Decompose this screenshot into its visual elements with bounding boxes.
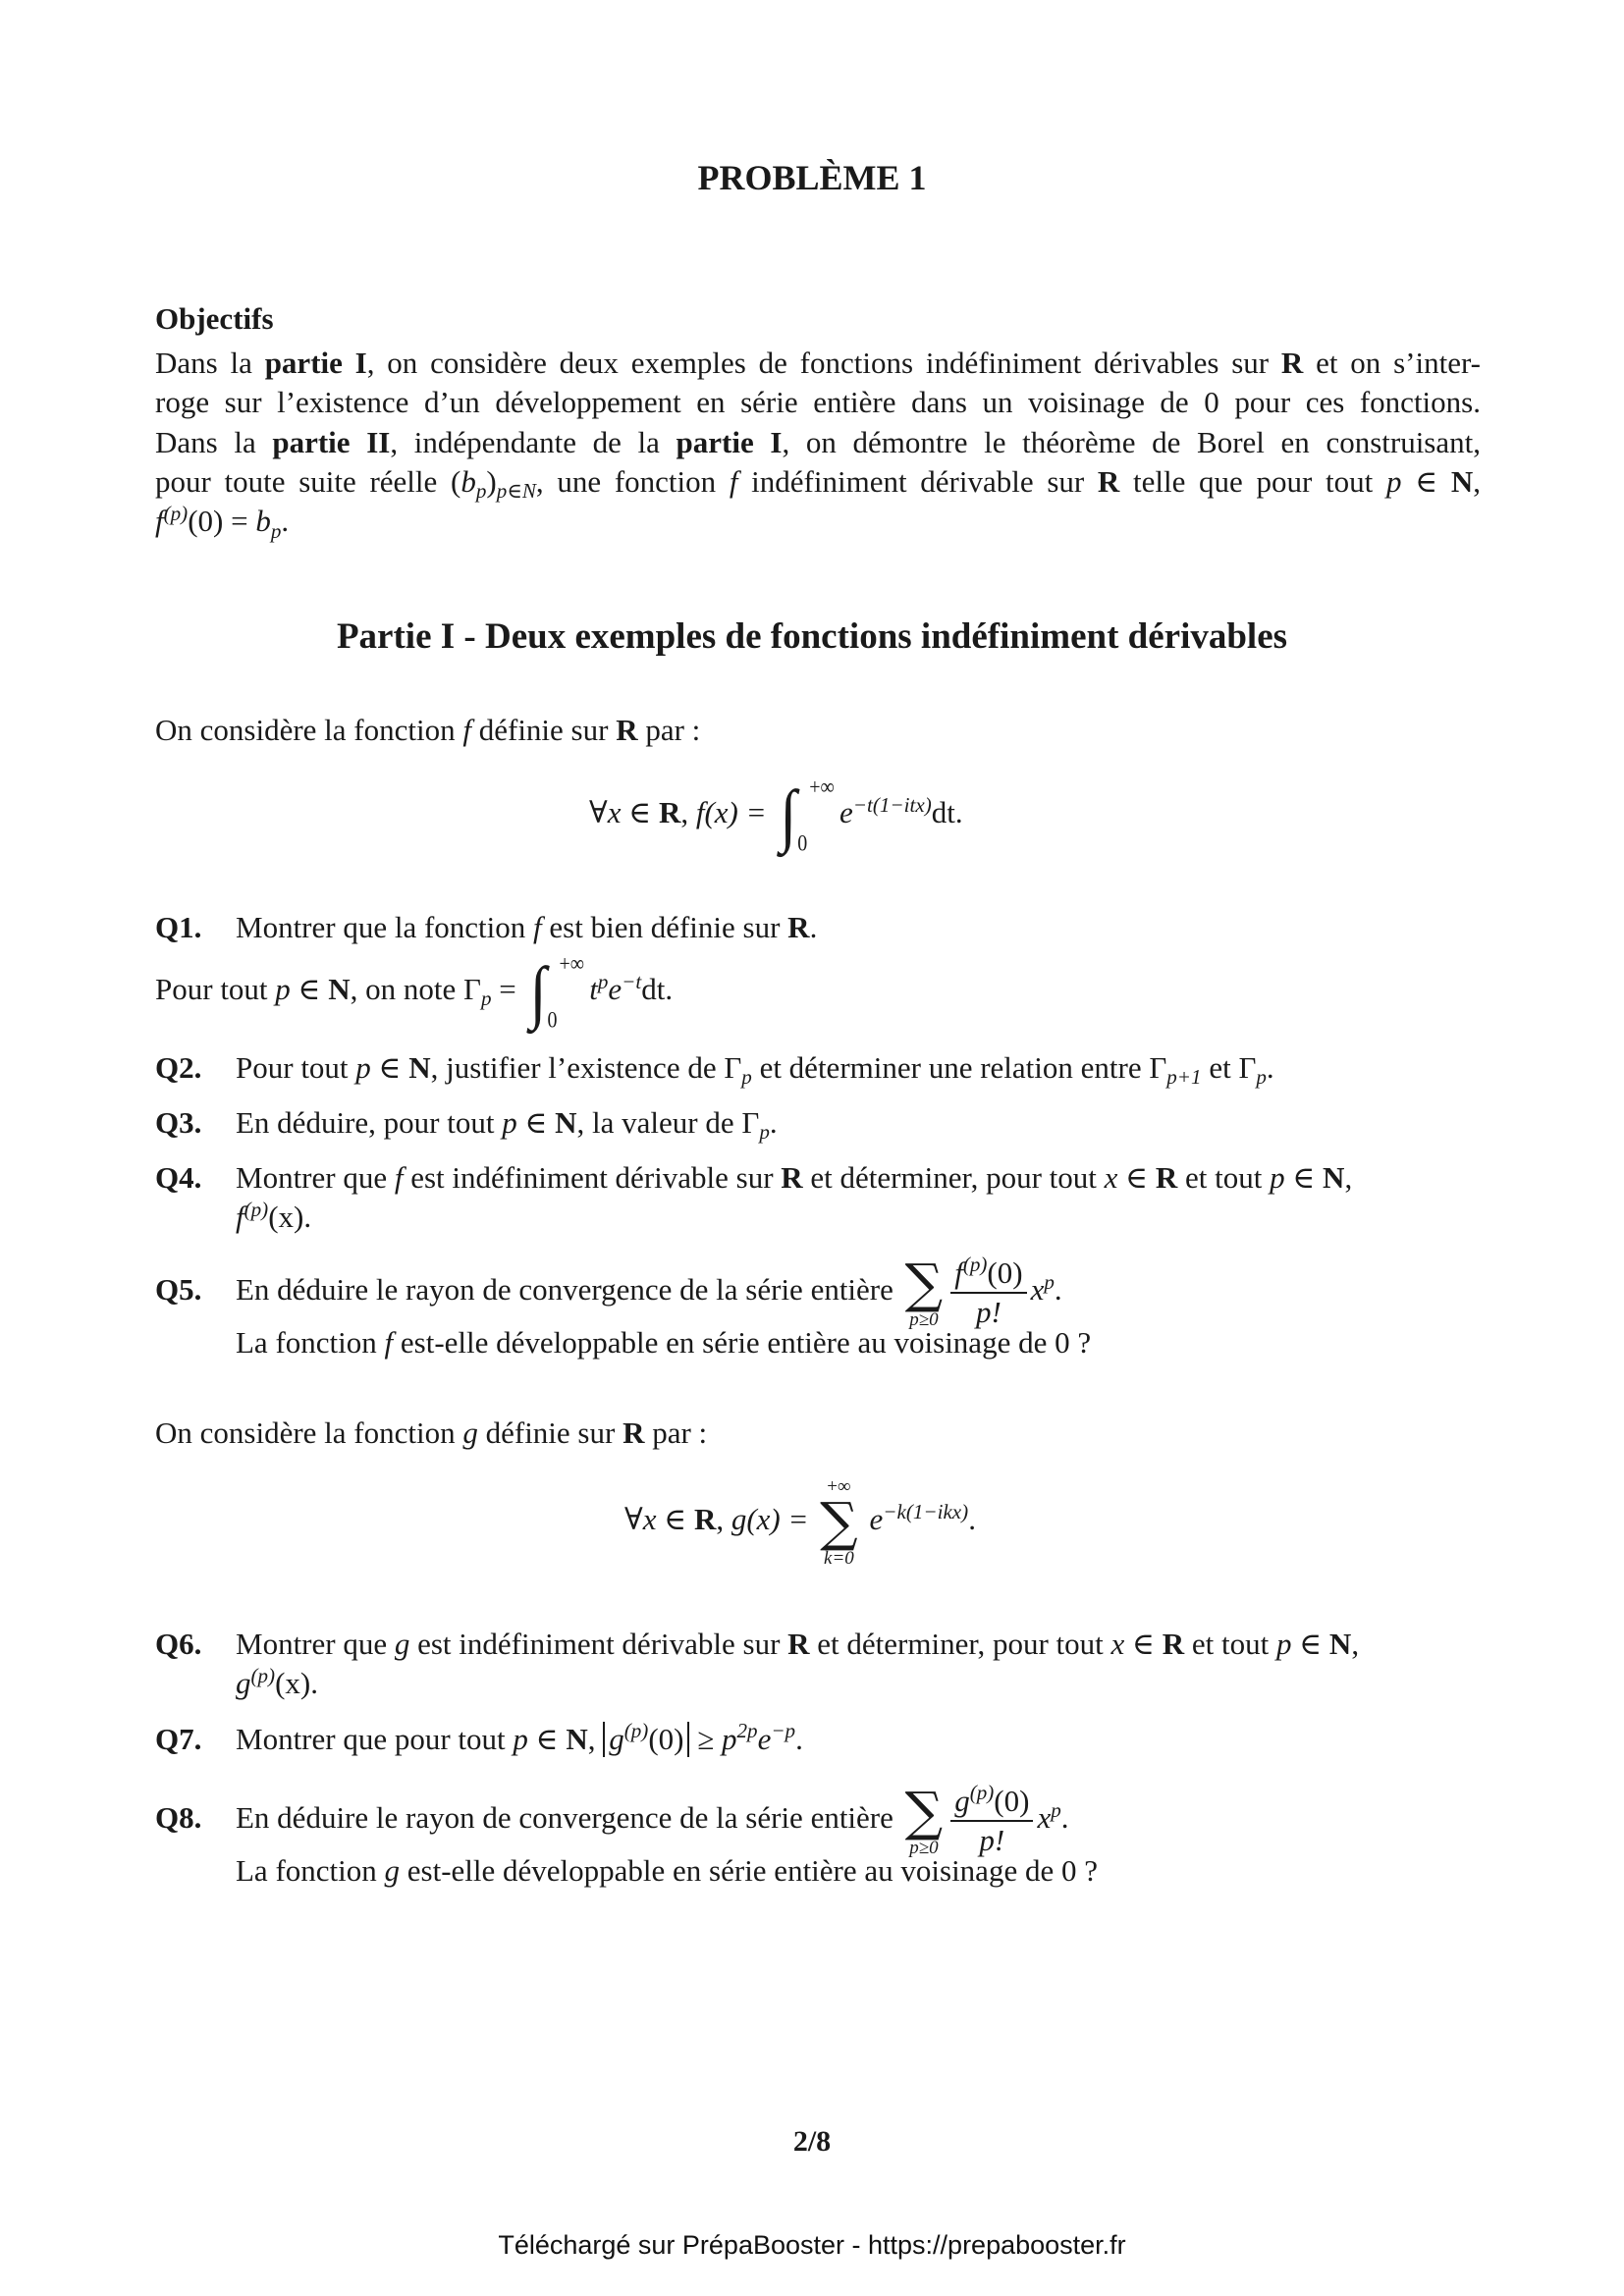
question-q5: Q5. En déduire le rayon de convergence de la série entière ∑ p≥0 $\frac{f^{(p)}(0)}{p!}$ $x^p$. La fonction f est-elle développable en série entière au voisinage de 0 ?	[155, 1252, 1092, 1361]
gamma-definition: Pour tout p ∈ N, on note $\Gamma_p$ = ∫ +∞ 0 $t^pe^{-t}dt$.	[155, 951, 674, 1034]
objectives-paragraph	[155, 344, 1481, 541]
intro-f: On considère la fonction f définie sur R par :	[155, 713, 701, 747]
question-q2: Q2. Pour tout p ∈ N, justifier l’existence de $\Gamma_p$ et déterminer une relation entre $\Gamma_{p+1}$ et $\Gamma_p$.	[155, 1050, 1274, 1090]
objectives-line-4: pour toute suite réelle $(b_p)_{p\in N}$, une fonction f indéfiniment dérivable sur R telle que pour tout p ∈ N,	[155, 463, 1481, 504]
page-number: 2/8	[792, 2125, 832, 2158]
objectives-line-5: $f^{(p)}(0) = b_p$.	[155, 501, 290, 543]
objectives-line-3: Dans la partie II, indépendante de la partie I, on démontre le théorème de Borel en construisant,	[155, 424, 1481, 459]
sum-sign: +∞ ∑ k=0	[820, 1476, 858, 1569]
question-q1: Q1. Montrer que la fonction f est bien définie sur R.	[155, 910, 818, 944]
question-q4: Q4. Montrer que f est indéfiniment dérivable sur R et déterminer, pour tout x ∈ R et tout p ∈ N, $f^{(p)}(x)$.	[155, 1160, 1353, 1235]
question-q6: Q6. Montrer que g est indéfiniment dérivable sur R et déterminer, pour tout x ∈ R et tout p ∈ N, $g^{(p)}(x)$.	[155, 1627, 1360, 1701]
absolute-value: $g^{(p)}(0)$	[603, 1722, 689, 1757]
objectives-line-1: Dans la partie I, on considère deux exemples de fonctions indéfiniment dérivables sur R et on s’inter-	[155, 346, 1481, 380]
problem-title: PROBLÈME 1	[697, 158, 927, 197]
question-q3: Q3. En déduire, pour tout p ∈ N, la valeur de $\Gamma_p$.	[155, 1105, 778, 1145]
objectives-heading: Objectifs	[155, 301, 274, 336]
fraction: $\frac{f^{(p)}(0)}{p!}$	[950, 1256, 1026, 1329]
sum-sign: ∑ p≥0	[904, 1252, 944, 1330]
definition-g: ∀x ∈ R, g(x) = +∞ ∑ k=0 $e^{-k(1-ikx)}$.	[624, 1476, 976, 1569]
question-q8: Q8. En déduire le rayon de convergence de la série entière ∑ p≥0 $\frac{g^{(p)}(0)}{p!}$ $x^p$. La fonction g est-elle développable en série entière au voisinage de 0 ?	[155, 1780, 1098, 1889]
intro-g: On considère la fonction g définie sur R par :	[155, 1415, 708, 1450]
integral-sign: ∫ +∞ 0	[780, 774, 835, 857]
integral-sign: ∫ +∞ 0	[529, 951, 585, 1034]
objectives-line-2: roge sur l’existence d’un développement en série entière dans un voisinage de 0 pour ces fonctions.	[155, 385, 1481, 420]
definition-f: ∀x ∈ R, f(x) = ∫ +∞ 0 $e^{-t(1-itx)}dt$.	[589, 774, 963, 857]
footer-download-notice: Téléchargé sur PrépaBooster - https://prepabooster.fr	[498, 2230, 1126, 2260]
question-q7: Q7. Montrer que pour tout p ∈ N, $g^{(p)}(0) \ge p^{2p}e^{-p}$.	[155, 1719, 803, 1756]
sum-sign: ∑ p≥0	[904, 1780, 944, 1858]
fraction: $\frac{g^{(p)}(0)}{p!}$	[950, 1785, 1033, 1857]
part-1-title: Partie I - Deux exemples de fonctions indéfiniment dérivables	[336, 616, 1288, 657]
